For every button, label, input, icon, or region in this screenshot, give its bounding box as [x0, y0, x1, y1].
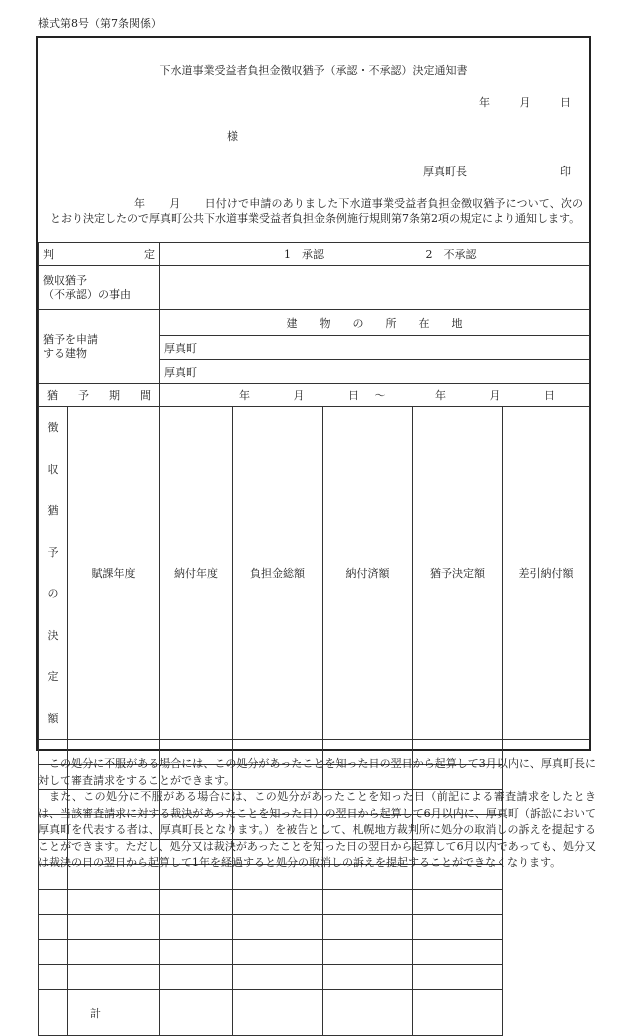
amount-cell[interactable] [413, 940, 503, 965]
period-separator: ～ [374, 389, 386, 402]
amount-cell[interactable] [233, 890, 323, 915]
period-end-year: 年 [435, 389, 446, 402]
reason-field[interactable] [160, 266, 590, 310]
building-header: 建 物 の 所 在 地 [160, 310, 590, 336]
vchar-8: 額 [47, 711, 59, 725]
vchar-7: 定 [47, 670, 59, 683]
amount-cell[interactable] [413, 965, 503, 990]
date-month: 月 [519, 96, 531, 109]
issue-date [453, 94, 571, 110]
amount-cell[interactable] [160, 915, 233, 940]
total-row-assessment[interactable] [39, 990, 68, 1036]
decision-table [38, 242, 590, 1036]
amount-cell[interactable] [160, 890, 233, 915]
amount-row [39, 890, 590, 915]
amount-cell[interactable] [323, 915, 413, 940]
period-start-month: 月 [293, 389, 305, 402]
addressee: 様 [227, 130, 238, 143]
total-cell[interactable] [323, 990, 413, 1036]
period-label: 猶 予 期 間 [39, 384, 160, 407]
appeal-notes [38, 756, 596, 872]
period-end-month: 月 [489, 389, 501, 402]
building-row-1[interactable]: 厚真町 [160, 336, 590, 360]
vchar-2: 収 [47, 462, 59, 476]
amount-cell[interactable] [39, 915, 68, 940]
amount-cell[interactable] [323, 965, 413, 990]
amount-cell[interactable] [160, 965, 233, 990]
amount-cell[interactable] [39, 940, 68, 965]
amount-row [39, 940, 590, 965]
header-deferred-amount: 猶予決定額 [413, 407, 503, 740]
amount-cell[interactable] [323, 940, 413, 965]
vchar-3: 猶 [47, 504, 59, 517]
notice-body [50, 196, 583, 226]
header-paid-amount: 納付済額 [323, 407, 413, 740]
amount-row [39, 965, 590, 990]
amount-cell[interactable] [233, 965, 323, 990]
amount-cell[interactable] [160, 940, 233, 965]
period-start-day: 日 [348, 389, 359, 402]
amount-cell[interactable] [39, 965, 68, 990]
header-net-payable: 差引納付額 [503, 407, 590, 740]
period-start-year: 年 [239, 389, 250, 402]
option-approve: 1 承認 [284, 248, 324, 261]
period-end-day: 日 [544, 389, 555, 402]
seal-mark: 印 [560, 165, 571, 178]
vchar-6: 決 [47, 628, 59, 642]
amount-cell[interactable] [68, 965, 160, 990]
body-text: 日付けで申請のありました下水道事業受益者負担金徴収猶予について、次のとおり決定したので厚真町公共下水道事業受益者負担金条例施行規則第7条第2項の規定により通知します。 [50, 197, 584, 225]
vchar-5: の [47, 587, 59, 600]
amount-row [39, 915, 590, 940]
amount-cell[interactable] [68, 890, 160, 915]
amount-cell[interactable] [68, 915, 160, 940]
amount-cell[interactable] [323, 890, 413, 915]
vchar-1: 徴 [47, 421, 59, 434]
date-year: 年 [479, 96, 490, 109]
building-label: 猶予を申請 する建物 [39, 310, 160, 384]
period-field[interactable] [160, 384, 590, 407]
total-cell[interactable] [160, 990, 233, 1036]
header-total-charge: 負担金総額 [233, 407, 323, 740]
amount-vertical-label [39, 407, 68, 740]
note-1: この処分に不服がある場合には、この処分があったことを知った日の翌日から起算して3月以内に、厚真町長に対して審査請求をすることができます。 [38, 757, 596, 787]
amount-cell[interactable] [413, 915, 503, 940]
amount-cell[interactable] [68, 940, 160, 965]
decision-options [160, 243, 590, 266]
amount-cell[interactable] [413, 890, 503, 915]
amount-cell[interactable] [233, 915, 323, 940]
reason-label: 徴収猶予 （不承認）の事由 [39, 266, 160, 310]
note-2: また、この処分に不服がある場合には、この処分があったことを知った日（前記による審査請求をしたときは、当該審査請求に対する裁決があったことを知った日）の翌日から起算して6月以内に、厚真町（訴訟において厚真町を代表する者は、厚真町長となります。）を被告として、札幌地方裁判所に処分の取消しの訴えを提起することができます。ただし、処分又は裁決があったことを知った日の翌日から起算して6月以内であっても、処分又は裁決の日の翌日から起算して1年を経過すると処分の取消しの訴えを提起することができなくなります。 [38, 790, 596, 869]
option-reject: 2 不承認 [425, 248, 477, 261]
document-title: 下水道事業受益者負担金徴収猶予（承認・不承認）決定通知書 [159, 64, 468, 77]
amount-cell[interactable] [39, 890, 68, 915]
total-cell[interactable] [413, 990, 503, 1036]
form-number: 様式第8号（第7条関係） [38, 17, 162, 30]
total-cell[interactable] [233, 990, 323, 1036]
date-day: 日 [560, 96, 571, 109]
building-row-2[interactable]: 厚真町 [160, 360, 590, 384]
body-month: 月 [169, 197, 181, 210]
decision-label: 判 定 [39, 243, 160, 266]
body-year: 年 [134, 197, 146, 210]
header-assessment-year: 賦課年度 [68, 407, 160, 740]
header-payment-year: 納付年度 [160, 407, 233, 740]
issuer: 厚真町長 [423, 165, 467, 178]
vchar-4: 予 [47, 545, 59, 559]
amount-cell[interactable] [233, 940, 323, 965]
total-label: 計 [68, 990, 160, 1036]
